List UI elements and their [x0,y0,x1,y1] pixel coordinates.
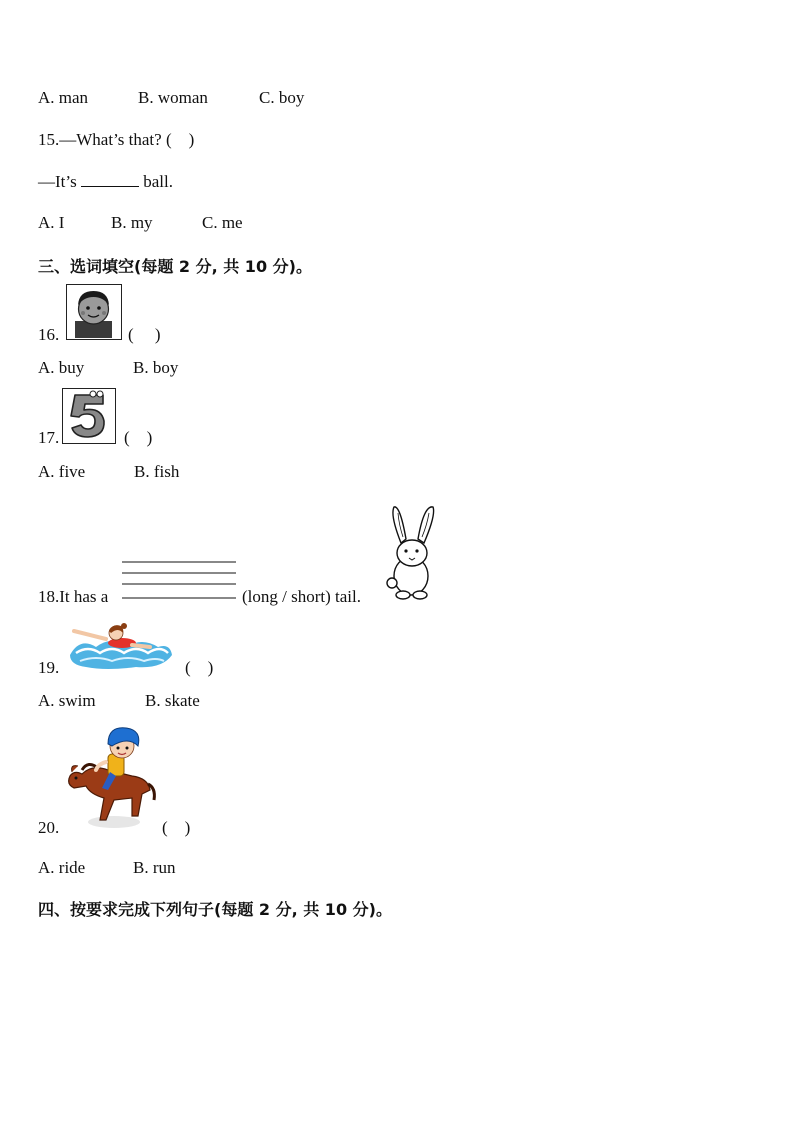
q20-option-b: B. run [133,858,176,877]
q20-paren: ( ) [162,818,191,837]
q15-options [38,213,243,233]
q14-option-b: B. woman [138,88,208,107]
q17-number: 17. [38,428,60,447]
q19-options [38,691,200,711]
q19-option-b: B. skate [145,691,200,710]
q20-option-a: A. ride [38,858,86,877]
q16-paren: ( ) [128,325,161,344]
section-3-title: 三、选词填空(每题 2 分, 共 10 分)。 [38,257,312,276]
boy-riding-horse-image [62,724,158,834]
q20-number: 20. [38,818,60,837]
swimming-girl-image [66,617,174,671]
q15-option-b: B. my [111,213,153,232]
q17-option-a: A. five [38,462,86,481]
q19-option-a: A. swim [38,691,96,710]
q14-option-c: C. boy [259,88,305,107]
q15-answer-blank[interactable] [81,172,139,187]
q16-options [38,358,178,378]
q17-options [38,462,179,482]
rabbit-image [384,503,440,601]
q17-paren: ( ) [124,428,153,447]
writing-lines[interactable] [122,561,236,601]
q18-suffix: (long / short) tail. [242,587,361,606]
q16-option-b: B. boy [133,358,179,377]
q20-options [38,858,176,878]
q15-answer-line [38,172,173,192]
q14-options [38,88,304,108]
q18-prefix: 18.It has a [38,587,109,606]
q19-paren: ( ) [185,658,214,677]
number-five-image [62,388,116,444]
q19-number: 19. [38,658,60,677]
q15-question: 15.—What’s that? ( ) [38,130,195,149]
q15-option-c: C. me [202,213,243,232]
q15-answer-prefix: —It’s [38,172,77,191]
q15-answer-suffix: ball. [143,172,173,191]
section-4-title: 四、按要求完成下列句子(每题 2 分, 共 10 分)。 [38,900,392,919]
q17-option-b: B. fish [134,462,180,481]
q15-option-a: A. I [38,213,65,232]
q14-option-a: A. man [38,88,89,107]
boy-face-image [66,284,122,340]
q16-option-a: A. buy [38,358,85,377]
q16-number: 16. [38,325,60,344]
